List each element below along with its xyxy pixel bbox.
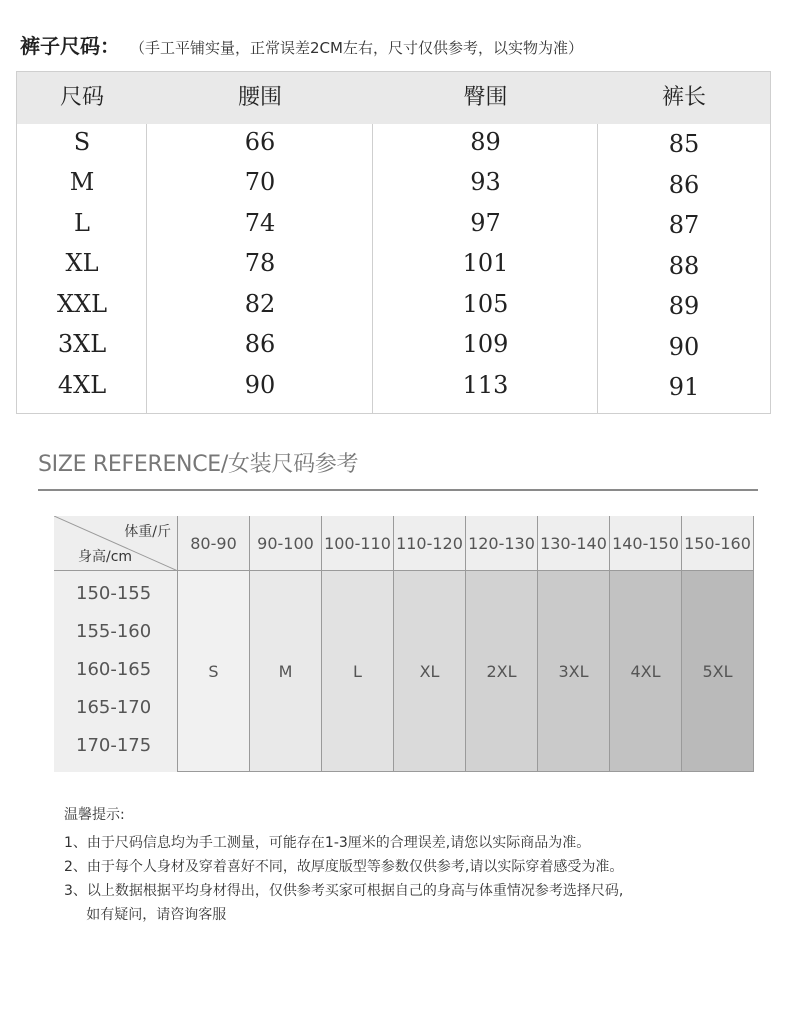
row-hip: 101: [462, 249, 509, 277]
header-length: 裤长: [661, 85, 706, 110]
row-length: 86: [668, 171, 700, 199]
weight-range-header: 120-130: [466, 516, 538, 571]
row-length: 85: [668, 130, 700, 158]
height-axis-label: 身高/cm: [78, 549, 133, 565]
height-range: 170-175: [76, 735, 152, 756]
row-waist: 66: [244, 128, 276, 156]
row-waist: 70: [244, 168, 276, 196]
size-reference-heading: SIZE REFERENCE/女装尺码参考: [38, 452, 359, 477]
size-cell: 5XL: [682, 571, 754, 772]
chart-corner-cell: [54, 516, 178, 571]
row-waist: 82: [244, 290, 276, 318]
size-table-header: [17, 72, 770, 124]
tip-line: 2、由于每个人身材及穿着喜好不同，故厚度版型等参数仅供参考,请以实际穿着感受为准。: [64, 859, 624, 875]
header-hip: 臀围: [463, 85, 508, 110]
size-cell: L: [322, 571, 394, 772]
heading-divider: [38, 489, 758, 491]
row-size: L: [74, 209, 90, 237]
row-length: 88: [668, 252, 700, 280]
height-range: 150-155: [76, 583, 152, 604]
weight-range-header: 100-110: [322, 516, 394, 571]
row-waist: 90: [244, 371, 276, 399]
tips-heading: 温馨提示:: [64, 807, 125, 823]
row-waist: 74: [244, 209, 276, 237]
header-waist: 腰围: [237, 85, 282, 110]
weight-range-header: 140-150: [610, 516, 682, 571]
size-cell: S: [178, 571, 250, 772]
row-waist: 86: [244, 330, 276, 358]
row-waist: 78: [244, 249, 276, 277]
size-cell: XL: [394, 571, 466, 772]
row-hip: 113: [462, 371, 509, 399]
header-size: 尺码: [59, 85, 104, 110]
table-title-row: [20, 30, 583, 62]
row-hip: 93: [470, 168, 501, 196]
row-length: 89: [668, 292, 700, 320]
weight-range-header: 90-100: [250, 516, 322, 571]
row-hip: 97: [470, 209, 501, 237]
tip-line: 3、以上数据根据平均身材得出，仅供参考买家可根据自己的身高与体重情况参考选择尺码,: [64, 883, 624, 899]
measurement-note: （手工平铺实量，正常误差2CM左右，尺寸仅供参考，以实物为准）: [130, 39, 583, 57]
pants-size-table: [16, 71, 771, 414]
height-range: 160-165: [76, 659, 152, 680]
size-cell: 2XL: [466, 571, 538, 772]
row-hip: 89: [470, 128, 501, 156]
size-cell: 3XL: [538, 571, 610, 772]
weight-range-header: 80-90: [178, 516, 250, 571]
tip-line: 1、由于尺码信息均为手工测量，可能存在1-3厘米的合理误差,请您以实际商品为准。: [64, 835, 591, 851]
size-cell: 4XL: [610, 571, 682, 772]
row-size: S: [73, 128, 91, 156]
table-title: 裤子尺码：: [20, 34, 120, 58]
row-hip: 105: [462, 290, 509, 318]
tip-line: 如有疑问，请咨询客服: [64, 907, 227, 923]
row-length: 90: [668, 333, 700, 361]
height-range: 155-160: [76, 621, 152, 642]
weight-range-header: 110-120: [394, 516, 466, 571]
height-range: 165-170: [76, 697, 152, 718]
row-size: 3XL: [57, 330, 107, 358]
row-size: XL: [65, 249, 99, 277]
row-length: 91: [668, 373, 700, 401]
height-column: [54, 571, 178, 772]
size-reference-chart: [54, 516, 754, 772]
row-hip: 109: [462, 330, 509, 358]
row-size: 4XL: [57, 371, 107, 399]
row-size: M: [69, 168, 95, 196]
weight-range-header: 150-160: [682, 516, 754, 571]
row-length: 87: [668, 211, 700, 239]
row-size: XXL: [56, 290, 108, 318]
weight-axis-label: 体重/斤: [124, 524, 171, 540]
weight-range-header: 130-140: [538, 516, 610, 571]
size-cell: M: [250, 571, 322, 772]
